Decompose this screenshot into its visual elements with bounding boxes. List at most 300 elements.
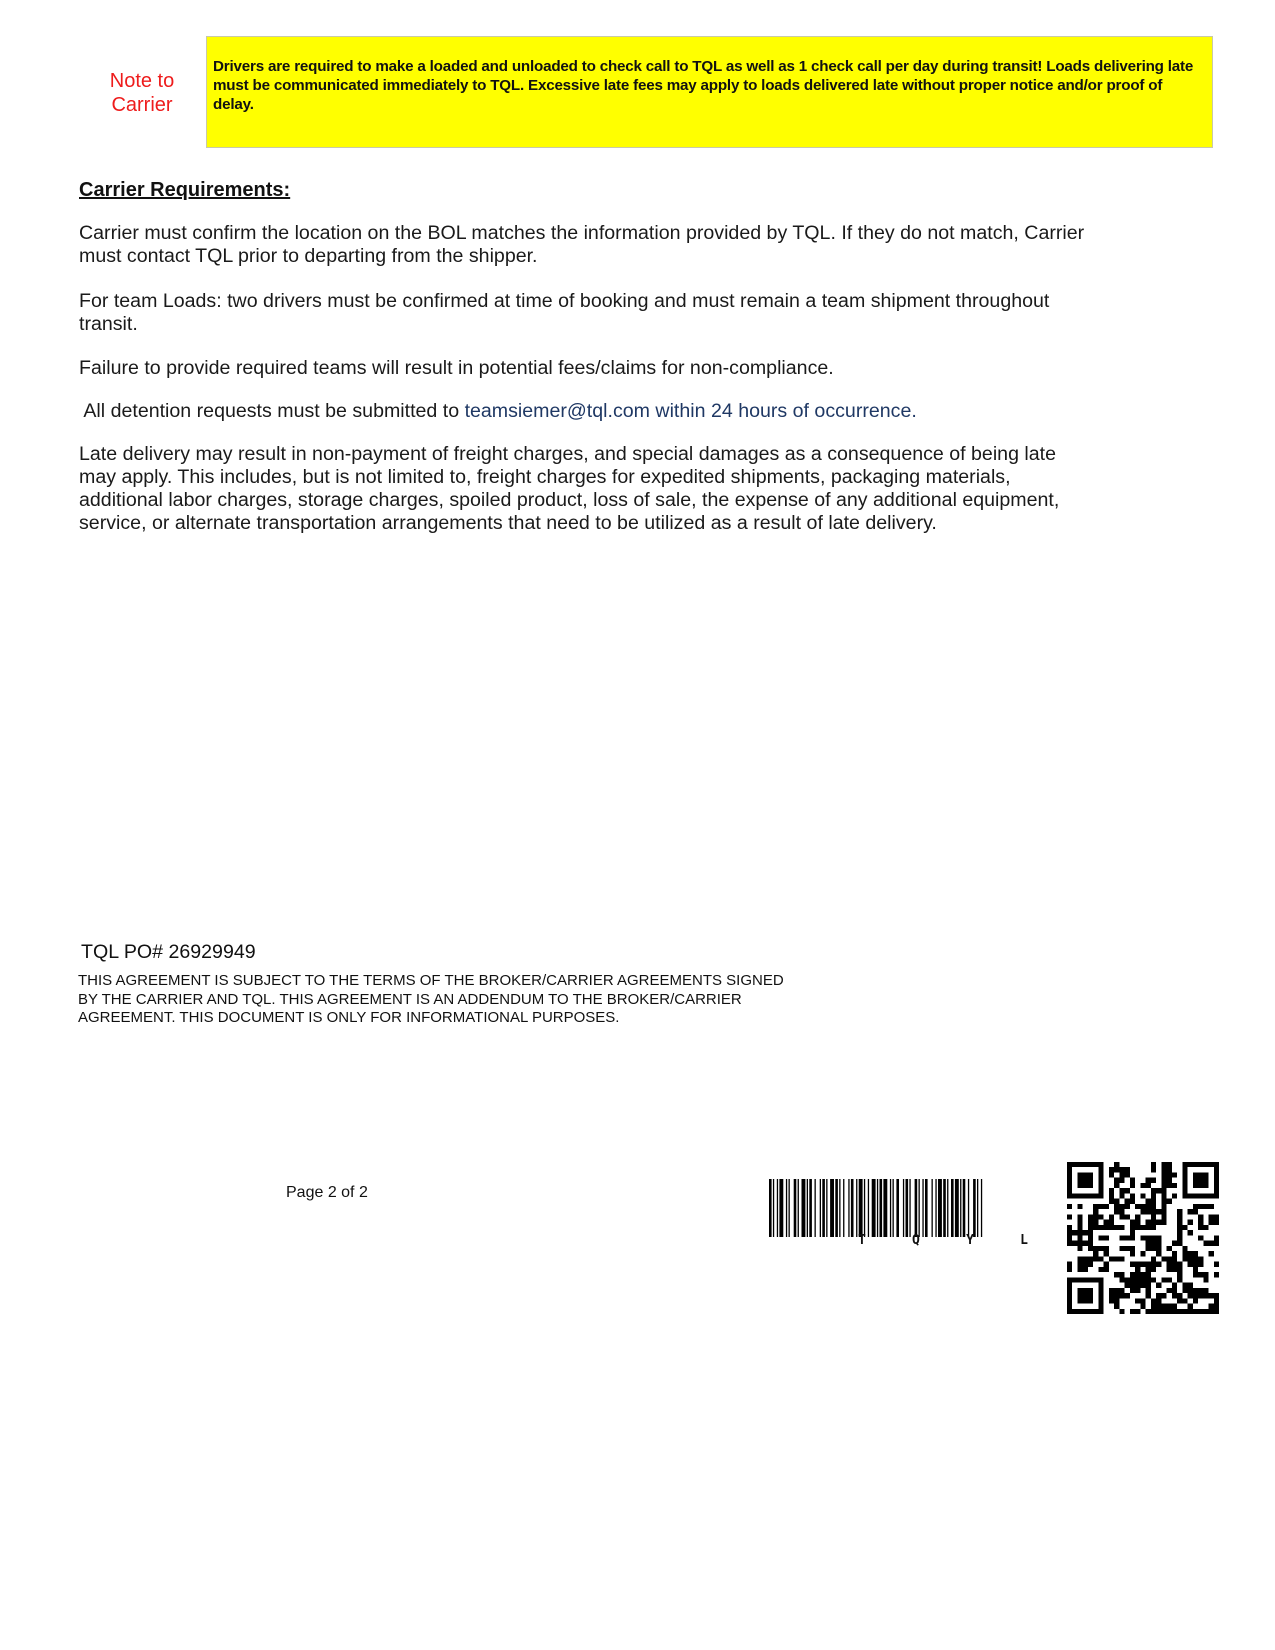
qr-module [1125, 1277, 1130, 1282]
barcode-bar [848, 1179, 849, 1237]
qr-module [1177, 1214, 1182, 1219]
qr-module [1083, 1241, 1088, 1246]
qr-module [1130, 1225, 1135, 1230]
barcode-bar [883, 1179, 887, 1237]
qr-module [1067, 1262, 1072, 1267]
qr-module [1109, 1288, 1114, 1293]
page-number: Page 2 of 2 [286, 1184, 368, 1201]
qr-module [1119, 1204, 1124, 1209]
barcode-char: L [1020, 1233, 1028, 1248]
qr-module [1198, 1220, 1203, 1225]
qr-module [1209, 1251, 1214, 1256]
qr-module [1151, 1262, 1156, 1267]
qr-module [1188, 1220, 1193, 1225]
qr-module [1146, 1241, 1151, 1246]
qr-module [1156, 1298, 1161, 1303]
qr-module [1088, 1178, 1093, 1183]
barcode-bar [893, 1179, 894, 1237]
qr-module [1151, 1214, 1156, 1219]
qr-module [1140, 1283, 1145, 1288]
qr-module [1088, 1262, 1093, 1267]
qr-module [1119, 1178, 1124, 1183]
qr-module [1172, 1283, 1177, 1288]
qr-module [1167, 1183, 1172, 1188]
barcode-bar [851, 1179, 854, 1237]
qr-module [1209, 1193, 1214, 1198]
qr-module [1104, 1220, 1109, 1225]
qr-module [1077, 1246, 1082, 1251]
barcode-bar [807, 1179, 808, 1237]
barcode-bar [922, 1179, 923, 1237]
qr-module [1135, 1309, 1140, 1314]
barcode-bar [839, 1179, 840, 1237]
barcode-bar [877, 1179, 878, 1237]
qr-module [1114, 1183, 1119, 1188]
qr-module [1135, 1267, 1140, 1272]
qr-module [1156, 1283, 1161, 1288]
qr-module [1214, 1167, 1219, 1172]
barcode-bar [943, 1179, 946, 1237]
qr-module [1188, 1256, 1193, 1261]
qr-module [1098, 1183, 1103, 1188]
qr-module [1083, 1309, 1088, 1314]
qr-module [1151, 1235, 1156, 1240]
qr-module [1214, 1272, 1219, 1277]
detention-paragraph [79, 400, 1089, 423]
qr-module [1172, 1304, 1177, 1309]
qr-module [1083, 1262, 1088, 1267]
qr-module [1098, 1235, 1103, 1240]
barcode-bar [906, 1179, 909, 1237]
qr-module [1088, 1193, 1093, 1198]
qr-module [1083, 1162, 1088, 1167]
qr-module [1109, 1193, 1114, 1198]
qr-module [1214, 1162, 1219, 1167]
qr-module [1140, 1209, 1145, 1214]
qr-module [1130, 1178, 1135, 1183]
qr-module [1214, 1235, 1219, 1240]
qr-module [1067, 1235, 1072, 1240]
qr-module [1198, 1293, 1203, 1298]
qr-module [1203, 1225, 1208, 1230]
qr-module [1146, 1204, 1151, 1209]
qr-module [1177, 1262, 1182, 1267]
detention-prefix: All detention requests must be submitted to [79, 400, 465, 422]
qr-module [1088, 1225, 1093, 1230]
qr-module [1151, 1256, 1156, 1261]
barcode-bar [820, 1179, 821, 1237]
qr-module [1077, 1277, 1082, 1282]
qr-module [1203, 1277, 1208, 1282]
qr-module [1077, 1183, 1082, 1188]
qr-module [1093, 1256, 1098, 1261]
barcode-bar [932, 1179, 933, 1237]
qr-module [1161, 1309, 1166, 1314]
qr-module [1140, 1251, 1145, 1256]
qr-module [1098, 1304, 1103, 1309]
qr-module [1093, 1246, 1098, 1251]
qr-module [1214, 1172, 1219, 1177]
qr-module [1119, 1167, 1124, 1172]
barcode-char: Y [966, 1233, 974, 1248]
qr-module [1198, 1235, 1203, 1240]
qr-module [1177, 1277, 1182, 1282]
qr-module [1156, 1262, 1161, 1267]
qr-module [1198, 1288, 1203, 1293]
qr-module [1114, 1298, 1119, 1303]
qr-module [1104, 1262, 1109, 1267]
barcode [769, 1179, 1051, 1237]
qr-module [1083, 1172, 1088, 1177]
qr-module [1198, 1204, 1203, 1209]
qr-module [1203, 1178, 1208, 1183]
barcode-bar [786, 1179, 787, 1237]
qr-module [1161, 1178, 1166, 1183]
qr-module [1067, 1162, 1072, 1167]
qr-module [1182, 1172, 1187, 1177]
qr-module [1130, 1183, 1135, 1188]
qr-module [1067, 1293, 1072, 1298]
qr-module [1088, 1288, 1093, 1293]
qr-module [1109, 1220, 1114, 1225]
barcode-bar [951, 1179, 954, 1237]
qr-module [1119, 1172, 1124, 1177]
barcode-bar [789, 1179, 790, 1237]
barcode-bar [872, 1179, 876, 1237]
qr-module [1098, 1293, 1103, 1298]
qr-module [1156, 1235, 1161, 1240]
qr-module [1214, 1262, 1219, 1267]
qr-module [1130, 1193, 1135, 1198]
qr-module [1072, 1309, 1077, 1314]
qr-module [1161, 1256, 1166, 1261]
qr-module [1172, 1251, 1177, 1256]
qr-module [1198, 1225, 1203, 1230]
qr-module [1114, 1256, 1119, 1261]
barcode-bar [835, 1179, 838, 1237]
barcode-bar [903, 1179, 904, 1237]
qr-module [1151, 1309, 1156, 1314]
qr-module [1146, 1183, 1151, 1188]
qr-module [1167, 1167, 1172, 1172]
qr-module [1088, 1172, 1093, 1177]
qr-module [1198, 1272, 1203, 1277]
qr-module [1135, 1204, 1140, 1209]
qr-module [1188, 1288, 1193, 1293]
qr-module [1088, 1298, 1093, 1303]
qr-module [1098, 1162, 1103, 1167]
qr-module [1119, 1277, 1124, 1282]
qr-module [1167, 1288, 1172, 1293]
barcode-bar [864, 1179, 865, 1237]
qr-module [1188, 1230, 1193, 1235]
qr-module [1198, 1183, 1203, 1188]
qr-module [1214, 1298, 1219, 1303]
qr-module [1151, 1220, 1156, 1225]
qr-module [1067, 1309, 1072, 1314]
qr-module [1209, 1241, 1214, 1246]
qr-module [1161, 1193, 1166, 1198]
qr-module [1114, 1288, 1119, 1293]
qr-module [1151, 1225, 1156, 1230]
qr-module [1119, 1193, 1124, 1198]
qr-module [1109, 1172, 1114, 1177]
qr-module [1067, 1214, 1072, 1219]
qr-module [1067, 1188, 1072, 1193]
qr-module [1067, 1183, 1072, 1188]
qr-module [1067, 1298, 1072, 1303]
qr-module [1188, 1309, 1193, 1314]
qr-module [1177, 1293, 1182, 1298]
qr-module [1114, 1167, 1119, 1172]
qr-module [1135, 1277, 1140, 1282]
qr-module [1119, 1235, 1124, 1240]
qr-module [1067, 1204, 1072, 1209]
qr-module [1146, 1225, 1151, 1230]
qr-module [1114, 1199, 1119, 1204]
qr-module [1067, 1267, 1072, 1272]
qr-module [1209, 1162, 1214, 1167]
qr-module [1140, 1225, 1145, 1230]
qr-module [1209, 1304, 1214, 1309]
qr-module [1119, 1214, 1124, 1219]
qr-module [1193, 1193, 1198, 1198]
barcode-bar [963, 1179, 966, 1237]
qr-module [1146, 1288, 1151, 1293]
qr-module [1067, 1283, 1072, 1288]
barcode-bar [935, 1179, 936, 1237]
qr-module [1177, 1230, 1182, 1235]
qr-module [1161, 1199, 1166, 1204]
barcode-bar [981, 1179, 982, 1237]
qr-module [1083, 1298, 1088, 1303]
qr-module [1077, 1172, 1082, 1177]
qr-module [1130, 1309, 1135, 1314]
qr-module [1125, 1235, 1130, 1240]
qr-module [1214, 1241, 1219, 1246]
qr-module [1114, 1204, 1119, 1209]
qr-module [1188, 1283, 1193, 1288]
qr-module [1083, 1267, 1088, 1272]
qr-module [1182, 1288, 1187, 1293]
qr-module [1161, 1172, 1166, 1177]
qr-module [1203, 1309, 1208, 1314]
qr-module [1203, 1183, 1208, 1188]
qr-module [1214, 1309, 1219, 1314]
barcode-bar [798, 1179, 799, 1237]
qr-module [1188, 1162, 1193, 1167]
qr-module [1214, 1304, 1219, 1309]
barcode-bar [973, 1179, 976, 1237]
qr-module [1151, 1267, 1156, 1272]
qr-module [1203, 1172, 1208, 1177]
qr-module [1077, 1235, 1082, 1240]
qr-module [1167, 1262, 1172, 1267]
tql-po-number: TQL PO# 26929949 [81, 941, 256, 963]
qr-module [1140, 1298, 1145, 1303]
qr-module [1177, 1220, 1182, 1225]
barcode-bar [794, 1179, 797, 1237]
qr-module [1130, 1272, 1135, 1277]
qr-module [1193, 1272, 1198, 1277]
qr-module [1193, 1204, 1198, 1209]
qr-module [1098, 1288, 1103, 1293]
qr-module [1135, 1272, 1140, 1277]
qr-module [1182, 1309, 1187, 1314]
qr-module [1161, 1188, 1166, 1193]
barcode-bar [960, 1179, 961, 1237]
qr-module [1098, 1277, 1103, 1282]
qr-module [1146, 1267, 1151, 1272]
qr-module [1156, 1251, 1161, 1256]
qr-module [1193, 1209, 1198, 1214]
qr-module [1109, 1167, 1114, 1172]
qr-module [1214, 1188, 1219, 1193]
qr-module [1098, 1214, 1103, 1219]
qr-module [1077, 1230, 1082, 1235]
qr-module [1167, 1199, 1172, 1204]
qr-module [1214, 1178, 1219, 1183]
qr-module [1130, 1283, 1135, 1288]
qr-module [1214, 1220, 1219, 1225]
qr-module [1193, 1309, 1198, 1314]
qr-module [1098, 1188, 1103, 1193]
qr-module [1098, 1256, 1103, 1261]
qr-module [1135, 1225, 1140, 1230]
qr-module [1083, 1293, 1088, 1298]
qr-module [1214, 1214, 1219, 1219]
qr-module [1114, 1272, 1119, 1277]
qr-module [1140, 1204, 1145, 1209]
qr-module [1088, 1220, 1093, 1225]
qr-module [1156, 1209, 1161, 1214]
qr-module [1130, 1251, 1135, 1256]
qr-module [1161, 1204, 1166, 1209]
team-failure-paragraph: Failure to provide required teams will result in potential fees/claims for non-compliance. [79, 357, 834, 379]
qr-module [1088, 1309, 1093, 1314]
qr-module [1125, 1188, 1130, 1193]
qr-module [1151, 1209, 1156, 1214]
qr-module [1130, 1199, 1135, 1204]
qr-module [1114, 1304, 1119, 1309]
qr-module [1119, 1209, 1124, 1214]
barcode-bar [909, 1179, 910, 1237]
qr-module [1119, 1288, 1124, 1293]
qr-module [1088, 1235, 1093, 1240]
qr-module [1093, 1204, 1098, 1209]
qr-module [1156, 1188, 1161, 1193]
agreement-disclaimer: THIS AGREEMENT IS SUBJECT TO THE TERMS OF THE BROKER/CARRIER AGREEMENTS SIGNED BY THE CARRIER AND TQL. THIS AGREEMENT IS AN ADDENDUM TO THE BROKER/CARRIER AGREEMENT. THIS DOCUMENT IS ONLY FOR INFORMATIONAL PURPOSES. [78, 972, 784, 1026]
late-delivery-paragraph: Late delivery may result in non-payment of freight charges, and special damages as a consequence of being late may apply. This includes, but is not limited to, freight charges for expedited shipments, packaging materials, additional labor charges, storage charges, spoiled product, loss of sale, the expense of any additional equipment, service, or alternate transportation arrangements that need to be utilized as a result of late delivery. [79, 443, 1060, 534]
qr-module [1130, 1262, 1135, 1267]
qr-module [1140, 1235, 1145, 1240]
barcode-bar [815, 1179, 816, 1237]
qr-module [1098, 1172, 1103, 1177]
qr-module [1182, 1178, 1187, 1183]
barcode-bar [779, 1179, 783, 1237]
qr-module [1203, 1241, 1208, 1246]
qr-module [1188, 1262, 1193, 1267]
qr-module [1077, 1256, 1082, 1261]
qr-module [1119, 1188, 1124, 1193]
qr-module [1151, 1204, 1156, 1209]
qr-module [1151, 1188, 1156, 1193]
qr-module [1114, 1209, 1119, 1214]
qr-module [1088, 1241, 1093, 1246]
qr-module [1151, 1298, 1156, 1303]
qr-module [1193, 1183, 1198, 1188]
qr-module [1093, 1209, 1098, 1214]
qr-module [1125, 1214, 1130, 1219]
qr-module [1182, 1167, 1187, 1172]
qr-module [1083, 1277, 1088, 1282]
qr-module [1203, 1272, 1208, 1277]
qr-module [1156, 1304, 1161, 1309]
qr-module [1077, 1267, 1082, 1272]
qr-module [1146, 1199, 1151, 1204]
qr-module [1088, 1246, 1093, 1251]
qr-module [1135, 1220, 1140, 1225]
qr-module [1177, 1235, 1182, 1240]
qr-module [1104, 1251, 1109, 1256]
qr-module [1098, 1193, 1103, 1198]
qr-module [1146, 1277, 1151, 1282]
barcode-bar [769, 1179, 772, 1237]
qr-module [1151, 1167, 1156, 1172]
barcode-bar [868, 1179, 869, 1237]
qr-module [1119, 1293, 1124, 1298]
qr-module [1193, 1162, 1198, 1167]
qr-module [1188, 1293, 1193, 1298]
qr-module [1077, 1293, 1082, 1298]
qr-module [1214, 1293, 1219, 1298]
qr-module [1098, 1167, 1103, 1172]
barcode-char: T [858, 1233, 866, 1248]
qr-module [1109, 1188, 1114, 1193]
qr-module [1072, 1162, 1077, 1167]
barcode-bar [938, 1179, 942, 1237]
qr-module [1098, 1225, 1103, 1230]
qr-module [1182, 1246, 1187, 1251]
qr-module [1140, 1193, 1145, 1198]
qr-module [1172, 1293, 1177, 1298]
qr-module [1193, 1267, 1198, 1272]
note-to-carrier-label: Note to Carrier [109, 70, 175, 116]
qr-module [1109, 1199, 1114, 1204]
barcode-bar [856, 1179, 857, 1237]
qr-module [1088, 1183, 1093, 1188]
qr-module [1083, 1256, 1088, 1261]
qr-module [1140, 1183, 1145, 1188]
qr-module [1156, 1309, 1161, 1314]
qr-module [1130, 1246, 1135, 1251]
qr-module [1114, 1178, 1119, 1183]
detention-email-link[interactable]: teamsiemer@tql.com [464, 400, 650, 422]
barcode-bar [809, 1179, 812, 1237]
qr-module [1146, 1309, 1151, 1314]
qr-module [1146, 1209, 1151, 1214]
qr-module [1119, 1272, 1124, 1277]
qr-module [1083, 1230, 1088, 1235]
qr-module [1125, 1172, 1130, 1177]
qr-module [1109, 1293, 1114, 1298]
qr-module [1104, 1204, 1109, 1209]
qr-module [1119, 1246, 1124, 1251]
barcode-bar [955, 1179, 959, 1237]
qr-module [1203, 1162, 1208, 1167]
qr-module [1167, 1309, 1172, 1314]
qr-module [1177, 1298, 1182, 1303]
